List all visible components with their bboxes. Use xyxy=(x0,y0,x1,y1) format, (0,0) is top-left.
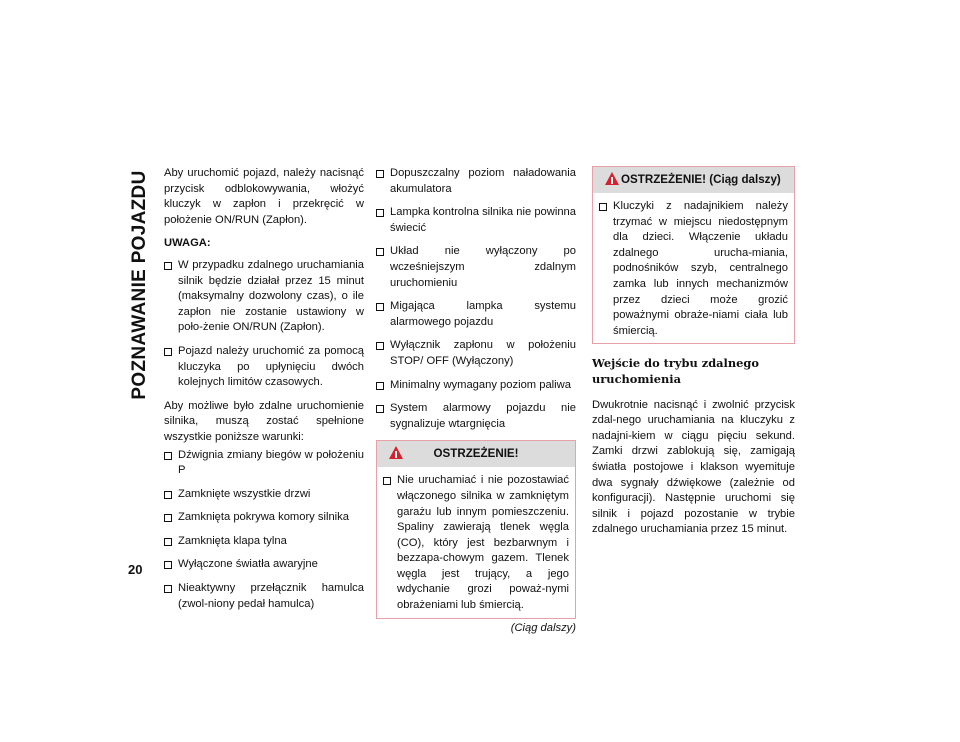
list-item xyxy=(164,448,364,479)
conditions-list-continued xyxy=(376,166,576,432)
list-item xyxy=(376,338,576,369)
checkbox-bullet-icon xyxy=(164,538,172,546)
list-item-text: Zamknięta klapa tylna xyxy=(178,534,287,547)
conditions-intro: Aby możliwe było zdalne uruchomienie silnika, muszą zostać spełnione wszystkie poniższe warunki: xyxy=(164,399,364,443)
list-item-text: Pojazd należy uruchomić za pomocą kluczyka po upłynięciu dwóch kolejnych limitów czasowych. xyxy=(178,344,364,389)
list-item xyxy=(164,510,364,526)
checkbox-bullet-icon xyxy=(376,209,384,217)
list-item-text: Lampka kontrolna silnika nie powinna świecić xyxy=(390,206,576,234)
warning-header xyxy=(377,441,575,467)
list-item-text: Minimalny wymagany poziom paliwa xyxy=(390,378,571,391)
conditions-list xyxy=(164,448,364,613)
warning-body xyxy=(593,193,794,343)
list-item xyxy=(164,557,364,573)
list-item-text: System alarmowy pojazdu nie sygnalizuje wtargnięcia xyxy=(390,402,576,430)
list-item xyxy=(376,401,576,432)
chapter-side-tab xyxy=(120,160,160,410)
section-body: Dwukrotnie nacisnąć i zwolnić przycisk zdal-nego uruchamiania na kluczyku z nadajni-kiem w ciągu pięciu sekund. Zamki drzwi zablokują się, zamigają światła postojowe i klakson wyemituje dwa sygnały dźwiękowe (zależnie od konfiguracji). Następnie uruchomi się silnik i pojazd pozostanie w trybie zdalnego uruchamiania przez 15 minut. xyxy=(592,398,795,536)
continued-note: (Ciąg dalszy) xyxy=(510,621,576,634)
note-label: UWAGA: xyxy=(164,237,211,250)
checkbox-bullet-icon xyxy=(164,514,172,522)
notes-list xyxy=(164,258,364,391)
list-item-text: Migająca lampka systemu alarmowego pojazdu xyxy=(390,300,576,328)
list-item xyxy=(376,205,576,236)
warning-title: OSTRZEŻENIE! (Ciąg dalszy) xyxy=(621,173,781,186)
warning-header xyxy=(593,167,794,193)
list-item-text: Dźwignia zmiany biegów w położeniu P xyxy=(178,448,364,477)
warning-box xyxy=(376,440,576,618)
list-item xyxy=(164,344,364,391)
list-item-text: Nie uruchamiać i nie pozostawiać włączonego silnika w zamkniętym garażu lub innym pomieszczeniu. Spaliny zawierają tlenek węgla (CO), który jest bezbarwnym i bezzapa-chowym gazem. Tlenek węgla jest trujący, a jego wdychanie grozi poważ-nymi obrażeniami lub śmiercią. xyxy=(397,474,569,612)
list-item xyxy=(599,199,788,339)
column-3 xyxy=(592,166,795,538)
list-item xyxy=(164,258,364,336)
checkbox-bullet-icon xyxy=(376,382,384,390)
list-item xyxy=(164,534,364,550)
warning-list xyxy=(599,199,788,339)
warning-list xyxy=(383,473,569,613)
list-item xyxy=(376,166,576,197)
list-item-text: Nieaktywny przełącznik hamulca (zwol-niony pedał hamulca) xyxy=(178,582,364,610)
column-2 xyxy=(376,166,576,636)
column-1 xyxy=(164,166,364,620)
list-item-text: W przypadku zdalnego uruchamiania silnik będzie działał przez 15 minut (maksymalny dozwolony czas), o ile zapłon nie zostanie ustawiony w poło-żenie ON/RUN (Zapłon). xyxy=(178,258,364,334)
list-item-text: Dopuszczalny poziom naładowania akumulatora xyxy=(390,167,576,195)
checkbox-bullet-icon xyxy=(376,405,384,413)
checkbox-bullet-icon xyxy=(164,491,172,499)
list-item-text: Wyłącznik zapłonu w położeniu STOP/ OFF (Wyłączony) xyxy=(390,339,576,367)
chapter-title: POZNAWANIE POJAZDU xyxy=(129,170,150,400)
checkbox-bullet-icon xyxy=(164,348,172,356)
warning-exclamation-mark xyxy=(611,177,613,184)
checkbox-bullet-icon xyxy=(376,303,384,311)
warning-box-continued xyxy=(592,166,795,344)
list-item xyxy=(376,378,576,394)
list-item xyxy=(376,299,576,330)
list-item-text: Układ nie wyłączony po wcześniejszym zdalnym uruchomieniu xyxy=(390,245,576,289)
page-number: 20 xyxy=(128,562,143,577)
warning-title: OSTRZEŻENIE! xyxy=(433,447,519,461)
list-item xyxy=(164,487,364,503)
list-item xyxy=(376,244,576,291)
checkbox-bullet-icon xyxy=(376,170,384,178)
section-heading: Wejście do trybu zdalnego uruchomienia xyxy=(592,356,759,386)
checkbox-bullet-icon xyxy=(164,561,172,569)
checkbox-bullet-icon xyxy=(383,477,391,485)
list-item xyxy=(383,473,569,613)
list-item-text: Zamknięta pokrywa komory silnika xyxy=(178,511,349,524)
intro-paragraph: Aby uruchomić pojazd, należy nacisnąć przycisk odblokowywania, włożyć kluczyk w zapłon i przekręcić w położenie ON/RUN (Zapłon). xyxy=(164,167,364,226)
checkbox-bullet-icon xyxy=(376,248,384,256)
checkbox-bullet-icon xyxy=(376,342,384,350)
list-item-text: Zamknięte wszystkie drzwi xyxy=(178,487,311,500)
list-item-text: Wyłączone światła awaryjne xyxy=(178,558,318,571)
warning-exclamation-mark xyxy=(395,451,397,458)
checkbox-bullet-icon xyxy=(599,203,607,211)
list-item-text: Kluczyki z nadajnikiem należy trzymać w miejscu niedostępnym dla dzieci. Włączenie układu zdalnego urucha-miania, podnośników szyb, centralnego zamka lub innych mechanizmów przez dzieci może grozić poważnymi obraże-niami ciała lub śmiercią. xyxy=(613,200,788,337)
checkbox-bullet-icon xyxy=(164,585,172,593)
checkbox-bullet-icon xyxy=(164,452,172,460)
warning-body xyxy=(377,467,575,617)
list-item xyxy=(164,581,364,612)
checkbox-bullet-icon xyxy=(164,262,172,270)
